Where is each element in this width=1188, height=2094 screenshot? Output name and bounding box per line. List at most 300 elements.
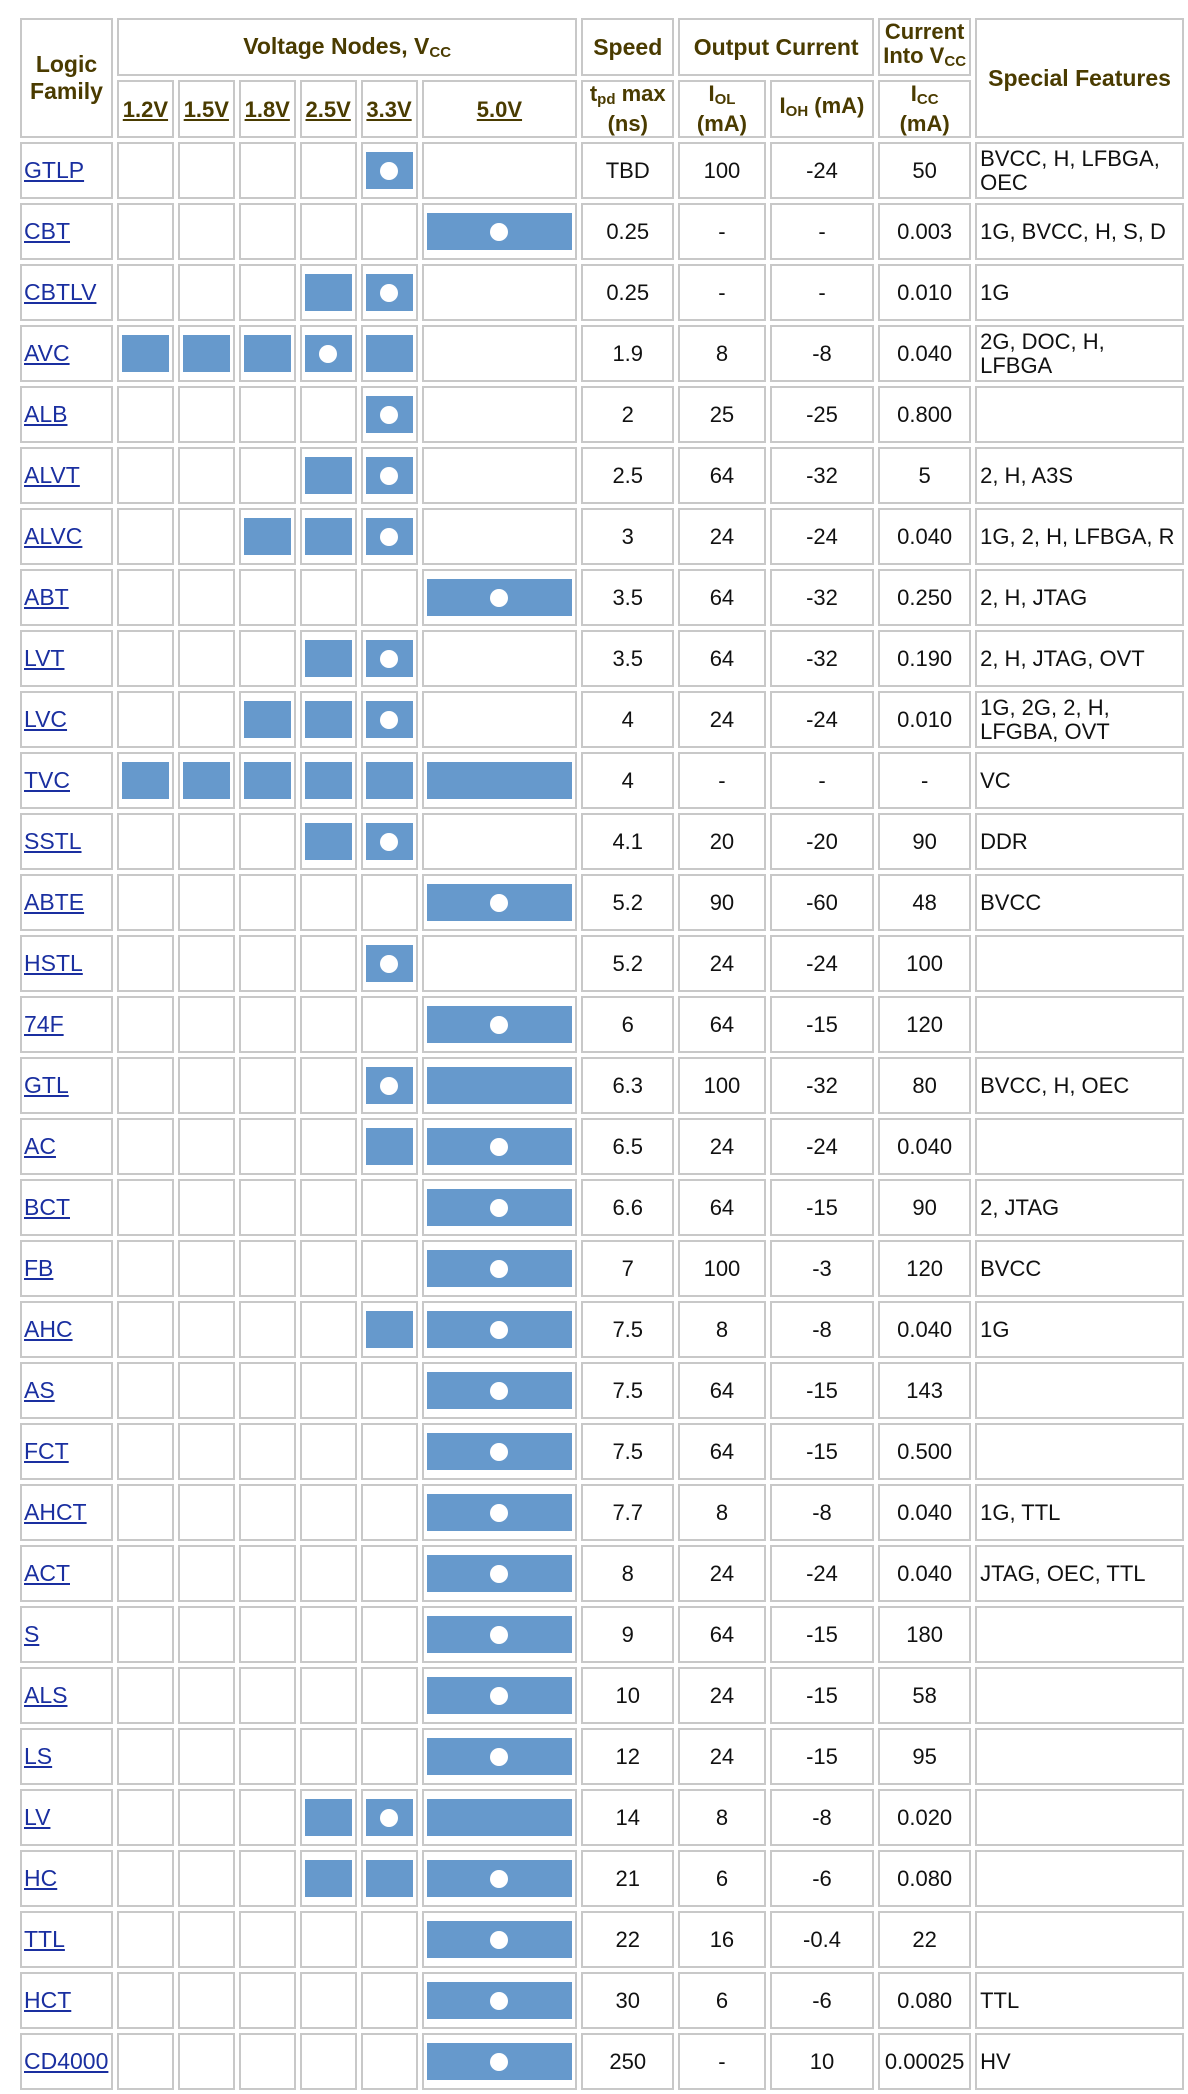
family-cell	[20, 142, 113, 199]
iol-cell: 100	[678, 1057, 766, 1114]
family-cell	[20, 264, 113, 321]
voltage-cell	[117, 1301, 174, 1358]
voltage-cell	[239, 142, 296, 199]
voltage-cell	[178, 1301, 235, 1358]
voltage-cell	[178, 1362, 235, 1419]
header-voltage-5-0v[interactable]	[422, 80, 578, 138]
supported-box	[305, 457, 352, 494]
voltage-cell	[422, 691, 578, 748]
ioh-cell: -8	[770, 325, 874, 382]
header-voltage-1-2v[interactable]	[117, 80, 174, 138]
family-link[interactable]: AC	[24, 1133, 56, 1159]
optimized-dot-icon	[490, 1199, 508, 1217]
family-link[interactable]: HSTL	[24, 950, 83, 976]
voltage-cell	[361, 1423, 418, 1480]
icc-cell: 22	[878, 1911, 971, 1968]
voltage-link[interactable]: 1.8V	[244, 96, 290, 122]
header-voltage-1-8v[interactable]	[239, 80, 296, 138]
icc-cell: 90	[878, 813, 971, 870]
supported-box	[366, 1067, 413, 1104]
features-cell: 2, H, A3S	[975, 447, 1184, 504]
table-row	[20, 935, 1184, 992]
voltage-cell	[300, 1362, 357, 1419]
features-cell: 1G, 2, H, LFBGA, R	[975, 508, 1184, 565]
icc-cell: 48	[878, 874, 971, 931]
table-row	[20, 1423, 1184, 1480]
optimized-dot-icon	[490, 1443, 508, 1461]
family-link[interactable]: AHCT	[24, 1499, 87, 1525]
family-link[interactable]: S	[24, 1621, 40, 1647]
ioh-cell: -	[770, 203, 874, 260]
voltage-cell	[300, 691, 357, 748]
table-row	[20, 691, 1184, 748]
supported-box	[305, 274, 352, 311]
voltage-cell	[422, 1362, 578, 1419]
voltage-cell	[422, 1911, 578, 1968]
voltage-cell	[361, 1484, 418, 1541]
voltage-cell	[117, 1972, 174, 2029]
features-cell: DDR	[975, 813, 1184, 870]
iol-cell: 24	[678, 1118, 766, 1175]
icc-cell: 58	[878, 1667, 971, 1724]
voltage-cell	[178, 1972, 235, 2029]
ioh-cell: -15	[770, 1423, 874, 1480]
icc-cell: 0.003	[878, 203, 971, 260]
family-link[interactable]: HCT	[24, 1987, 72, 2013]
voltage-cell	[178, 1484, 235, 1541]
speed-cell: 4	[581, 752, 674, 809]
family-link[interactable]: 74F	[24, 1011, 64, 1037]
family-cell	[20, 1606, 113, 1663]
family-cell	[20, 935, 113, 992]
family-link[interactable]: GTL	[24, 1072, 69, 1098]
voltage-cell	[239, 1606, 296, 1663]
voltage-cell	[422, 874, 578, 931]
voltage-cell	[178, 1606, 235, 1663]
iol-cell: 64	[678, 630, 766, 687]
supported-box	[366, 518, 413, 555]
voltage-cell	[300, 1606, 357, 1663]
optimized-dot-icon	[380, 467, 398, 485]
family-link[interactable]: FCT	[24, 1438, 69, 1464]
voltage-cell	[117, 1362, 174, 1419]
family-cell	[20, 447, 113, 504]
voltage-cell	[422, 142, 578, 199]
family-link[interactable]: SSTL	[24, 828, 82, 854]
iol-cell: 6	[678, 1972, 766, 2029]
voltage-cell	[422, 1240, 578, 1297]
supported-box	[366, 1860, 413, 1897]
voltage-cell	[178, 1728, 235, 1785]
iol-cell: 8	[678, 1484, 766, 1541]
supported-box	[427, 1067, 573, 1104]
supported-box	[305, 701, 352, 738]
supported-box	[366, 152, 413, 189]
optimized-dot-icon	[380, 1077, 398, 1095]
family-link[interactable]: LVT	[24, 645, 65, 671]
optimized-dot-icon	[490, 223, 508, 241]
optimized-dot-icon	[490, 2053, 508, 2071]
table-row	[20, 1301, 1184, 1358]
family-cell	[20, 752, 113, 809]
speed-cell: 5.2	[581, 874, 674, 931]
ioh-cell: -	[770, 752, 874, 809]
optimized-dot-icon	[490, 1870, 508, 1888]
voltage-cell	[300, 142, 357, 199]
header-voltage-nodes: Voltage Nodes, $V_{CC}$	[117, 18, 577, 76]
voltage-cell	[178, 1118, 235, 1175]
optimized-dot-icon	[490, 1565, 508, 1583]
family-link[interactable]: LS	[24, 1743, 53, 1769]
family-link[interactable]: ALVT	[24, 462, 80, 488]
features-cell: 1G	[975, 264, 1184, 321]
family-link[interactable]: ALS	[24, 1682, 68, 1708]
optimized-dot-icon	[380, 955, 398, 973]
supported-box	[183, 335, 230, 372]
voltage-cell	[117, 1240, 174, 1297]
voltage-cell	[361, 874, 418, 931]
iol-cell: 16	[678, 1911, 766, 1968]
family-link[interactable]: AVC	[24, 340, 70, 366]
family-link[interactable]: HC	[24, 1865, 58, 1891]
header-voltage-3-3v[interactable]	[361, 80, 418, 138]
icc-cell: 5	[878, 447, 971, 504]
ioh-cell: -24	[770, 142, 874, 199]
voltage-cell	[178, 752, 235, 809]
voltage-cell	[361, 996, 418, 1053]
voltage-cell	[361, 813, 418, 870]
voltage-cell	[117, 1057, 174, 1114]
family-link[interactable]: CBTLV	[24, 279, 97, 305]
voltage-cell	[239, 508, 296, 565]
iol-cell: -	[678, 203, 766, 260]
voltage-cell	[239, 203, 296, 260]
supported-box	[427, 1616, 573, 1653]
table-row	[20, 1850, 1184, 1907]
icc-cell: 0.040	[878, 325, 971, 382]
table-row	[20, 447, 1184, 504]
header-current-into-vcc: Current Into $V_{CC}$	[878, 18, 971, 76]
voltage-cell	[239, 386, 296, 443]
voltage-cell	[422, 1728, 578, 1785]
supported-box	[427, 213, 573, 250]
header-output-current: Output Current	[678, 18, 874, 76]
logic-family-table-container	[16, 14, 1188, 2094]
supported-box	[366, 1311, 413, 1348]
voltage-cell	[422, 325, 578, 382]
voltage-cell	[361, 1240, 418, 1297]
voltage-cell	[361, 1545, 418, 1602]
speed-cell: 1.9	[581, 325, 674, 382]
voltage-cell	[178, 1850, 235, 1907]
speed-cell: 7.5	[581, 1362, 674, 1419]
supported-box	[366, 1128, 413, 1165]
voltage-cell	[300, 935, 357, 992]
voltage-cell	[117, 203, 174, 260]
family-link[interactable]: GTLP	[24, 157, 85, 183]
family-link[interactable]: ALVC	[24, 523, 83, 549]
optimized-dot-icon	[490, 1016, 508, 1034]
speed-cell: 2.5	[581, 447, 674, 504]
voltage-cell	[300, 1240, 357, 1297]
voltage-cell	[422, 1118, 578, 1175]
family-link[interactable]: CBT	[24, 218, 70, 244]
features-cell	[975, 1789, 1184, 1846]
icc-cell: 50	[878, 142, 971, 199]
icc-cell: 143	[878, 1362, 971, 1419]
features-cell: 1G, TTL	[975, 1484, 1184, 1541]
iol-cell: 6	[678, 1850, 766, 1907]
iol-cell: 25	[678, 386, 766, 443]
supported-box	[366, 640, 413, 677]
icc-cell: 100	[878, 935, 971, 992]
icc-cell: 0.190	[878, 630, 971, 687]
family-link[interactable]: LVC	[24, 706, 68, 732]
family-link[interactable]: TVC	[24, 767, 70, 793]
voltage-cell	[422, 1545, 578, 1602]
voltage-cell	[117, 1850, 174, 1907]
table-row	[20, 1179, 1184, 1236]
voltage-cell	[300, 1850, 357, 1907]
family-cell	[20, 1850, 113, 1907]
ioh-cell: -60	[770, 874, 874, 931]
voltage-cell	[300, 386, 357, 443]
family-cell	[20, 569, 113, 626]
family-link[interactable]: AS	[24, 1377, 55, 1403]
voltage-cell	[178, 508, 235, 565]
table-row	[20, 1362, 1184, 1419]
family-cell	[20, 1057, 113, 1114]
voltage-link[interactable]: 5.0V	[476, 96, 523, 122]
family-cell	[20, 1179, 113, 1236]
icc-cell: 80	[878, 1057, 971, 1114]
features-cell	[975, 386, 1184, 443]
family-cell	[20, 691, 113, 748]
voltage-cell	[117, 1545, 174, 1602]
table-row	[20, 1728, 1184, 1785]
family-link[interactable]: LV	[24, 1804, 51, 1830]
icc-cell: 0.080	[878, 1972, 971, 2029]
voltage-cell	[361, 569, 418, 626]
supported-box	[427, 1189, 573, 1226]
ioh-cell: -3	[770, 1240, 874, 1297]
ioh-cell: -	[770, 264, 874, 321]
supported-box	[305, 335, 352, 372]
supported-box	[427, 1738, 573, 1775]
ioh-cell: -24	[770, 1545, 874, 1602]
family-link[interactable]: CD4000	[24, 2048, 109, 2074]
voltage-cell	[178, 2033, 235, 2090]
icc-cell: 0.800	[878, 386, 971, 443]
voltage-cell	[422, 1057, 578, 1114]
speed-cell: 5.2	[581, 935, 674, 992]
ioh-cell: -6	[770, 1850, 874, 1907]
supported-box	[427, 762, 573, 799]
table-body	[20, 142, 1184, 2090]
family-link[interactable]: ALB	[24, 401, 68, 427]
table-row	[20, 1240, 1184, 1297]
voltage-cell	[239, 569, 296, 626]
iol-cell: 64	[678, 1362, 766, 1419]
iol-cell: 8	[678, 325, 766, 382]
iol-cell: -	[678, 752, 766, 809]
header-voltage-1-5v[interactable]	[178, 80, 235, 138]
voltage-cell	[361, 203, 418, 260]
voltage-cell	[300, 1301, 357, 1358]
features-cell	[975, 1606, 1184, 1663]
voltage-cell	[239, 1423, 296, 1480]
optimized-dot-icon	[490, 1931, 508, 1949]
voltage-cell	[300, 1545, 357, 1602]
features-cell: 2G, DOC, H, LFBGA	[975, 325, 1184, 382]
icc-cell: 0.040	[878, 1301, 971, 1358]
iol-cell: 24	[678, 1545, 766, 1602]
voltage-cell	[300, 1057, 357, 1114]
voltage-cell	[300, 752, 357, 809]
iol-cell: 24	[678, 508, 766, 565]
voltage-cell	[422, 1606, 578, 1663]
speed-cell: 6.3	[581, 1057, 674, 1114]
header-logic-family: Logic Family	[20, 18, 113, 138]
features-cell: 1G, 2G, 2, H, LFGBA, OVT	[975, 691, 1184, 748]
table-row	[20, 813, 1184, 870]
voltage-cell	[361, 1911, 418, 1968]
supported-box	[305, 640, 352, 677]
optimized-dot-icon	[490, 1321, 508, 1339]
family-link[interactable]: ABTE	[24, 889, 85, 915]
optimized-dot-icon	[380, 1809, 398, 1827]
voltage-cell	[361, 630, 418, 687]
optimized-dot-icon	[380, 284, 398, 302]
voltage-cell	[178, 1179, 235, 1236]
supported-box	[366, 823, 413, 860]
voltage-link[interactable]: 1.5V	[183, 96, 229, 122]
features-cell: 2, H, JTAG, OVT	[975, 630, 1184, 687]
voltage-cell	[300, 447, 357, 504]
table-row	[20, 1484, 1184, 1541]
table-row	[20, 996, 1184, 1053]
table-row	[20, 569, 1184, 626]
features-cell	[975, 1118, 1184, 1175]
ioh-cell: -24	[770, 691, 874, 748]
voltage-cell	[178, 996, 235, 1053]
voltage-cell	[422, 1179, 578, 1236]
ioh-cell: -15	[770, 1606, 874, 1663]
voltage-cell	[361, 1728, 418, 1785]
voltage-cell	[300, 569, 357, 626]
voltage-cell	[117, 447, 174, 504]
ioh-cell: -15	[770, 1728, 874, 1785]
voltage-cell	[361, 935, 418, 992]
voltage-cell	[239, 447, 296, 504]
family-link[interactable]: TTL	[24, 1926, 65, 1952]
family-link[interactable]: FB	[24, 1255, 54, 1281]
family-cell	[20, 1728, 113, 1785]
icc-cell: 0.00025	[878, 2033, 971, 2090]
voltage-cell	[178, 1911, 235, 1968]
family-link[interactable]: ACT	[24, 1560, 70, 1586]
optimized-dot-icon	[490, 894, 508, 912]
features-cell	[975, 1850, 1184, 1907]
features-cell: JTAG, OEC, TTL	[975, 1545, 1184, 1602]
voltage-cell	[178, 630, 235, 687]
voltage-cell	[422, 569, 578, 626]
voltage-cell	[422, 1972, 578, 2029]
supported-box	[183, 762, 230, 799]
optimized-dot-icon	[490, 1504, 508, 1522]
supported-box	[427, 1006, 573, 1043]
voltage-cell	[361, 1972, 418, 2029]
supported-box	[366, 396, 413, 433]
voltage-cell	[239, 1911, 296, 1968]
family-link[interactable]: BCT	[24, 1194, 70, 1220]
voltage-link[interactable]: 2.5V	[305, 96, 351, 122]
voltage-cell	[239, 996, 296, 1053]
supported-box	[122, 335, 169, 372]
table-row	[20, 1545, 1184, 1602]
voltage-cell	[361, 264, 418, 321]
icc-cell: 0.250	[878, 569, 971, 626]
optimized-dot-icon	[319, 345, 337, 363]
supported-box	[427, 1860, 573, 1897]
speed-cell: 4	[581, 691, 674, 748]
voltage-cell	[239, 752, 296, 809]
voltage-cell	[361, 1301, 418, 1358]
header-voltage-2-5v[interactable]	[300, 80, 357, 138]
features-cell: 1G	[975, 1301, 1184, 1358]
voltage-cell	[117, 996, 174, 1053]
iol-cell: 24	[678, 1667, 766, 1724]
features-cell: VC	[975, 752, 1184, 809]
voltage-cell	[239, 2033, 296, 2090]
voltage-cell	[239, 935, 296, 992]
voltage-cell	[117, 2033, 174, 2090]
voltage-cell	[239, 1362, 296, 1419]
voltage-cell	[300, 2033, 357, 2090]
optimized-dot-icon	[380, 528, 398, 546]
supported-box	[427, 1982, 573, 2019]
family-link[interactable]: ABT	[24, 584, 69, 610]
iol-cell: 100	[678, 1240, 766, 1297]
features-cell	[975, 1728, 1184, 1785]
voltage-cell	[422, 508, 578, 565]
family-link[interactable]: AHC	[24, 1316, 73, 1342]
supported-box	[244, 701, 291, 738]
supported-box	[427, 1372, 573, 1409]
icc-cell: 0.020	[878, 1789, 971, 1846]
voltage-link[interactable]: 1.2V	[122, 96, 169, 122]
voltage-cell	[117, 1789, 174, 1846]
voltage-cell	[422, 1667, 578, 1724]
voltage-cell	[239, 1667, 296, 1724]
speed-cell: 6.6	[581, 1179, 674, 1236]
family-cell	[20, 1911, 113, 1968]
speed-cell: 7.5	[581, 1301, 674, 1358]
voltage-cell	[300, 1118, 357, 1175]
optimized-dot-icon	[490, 1992, 508, 2010]
header-speed: Speed	[581, 18, 674, 76]
voltage-cell	[361, 1606, 418, 1663]
iol-cell: 24	[678, 935, 766, 992]
speed-cell: 7.7	[581, 1484, 674, 1541]
supported-box	[366, 457, 413, 494]
voltage-cell	[422, 447, 578, 504]
ioh-cell: -15	[770, 996, 874, 1053]
supported-box	[122, 762, 169, 799]
supported-box	[427, 1555, 573, 1592]
voltage-link[interactable]: 3.3V	[366, 96, 412, 122]
family-cell	[20, 1240, 113, 1297]
